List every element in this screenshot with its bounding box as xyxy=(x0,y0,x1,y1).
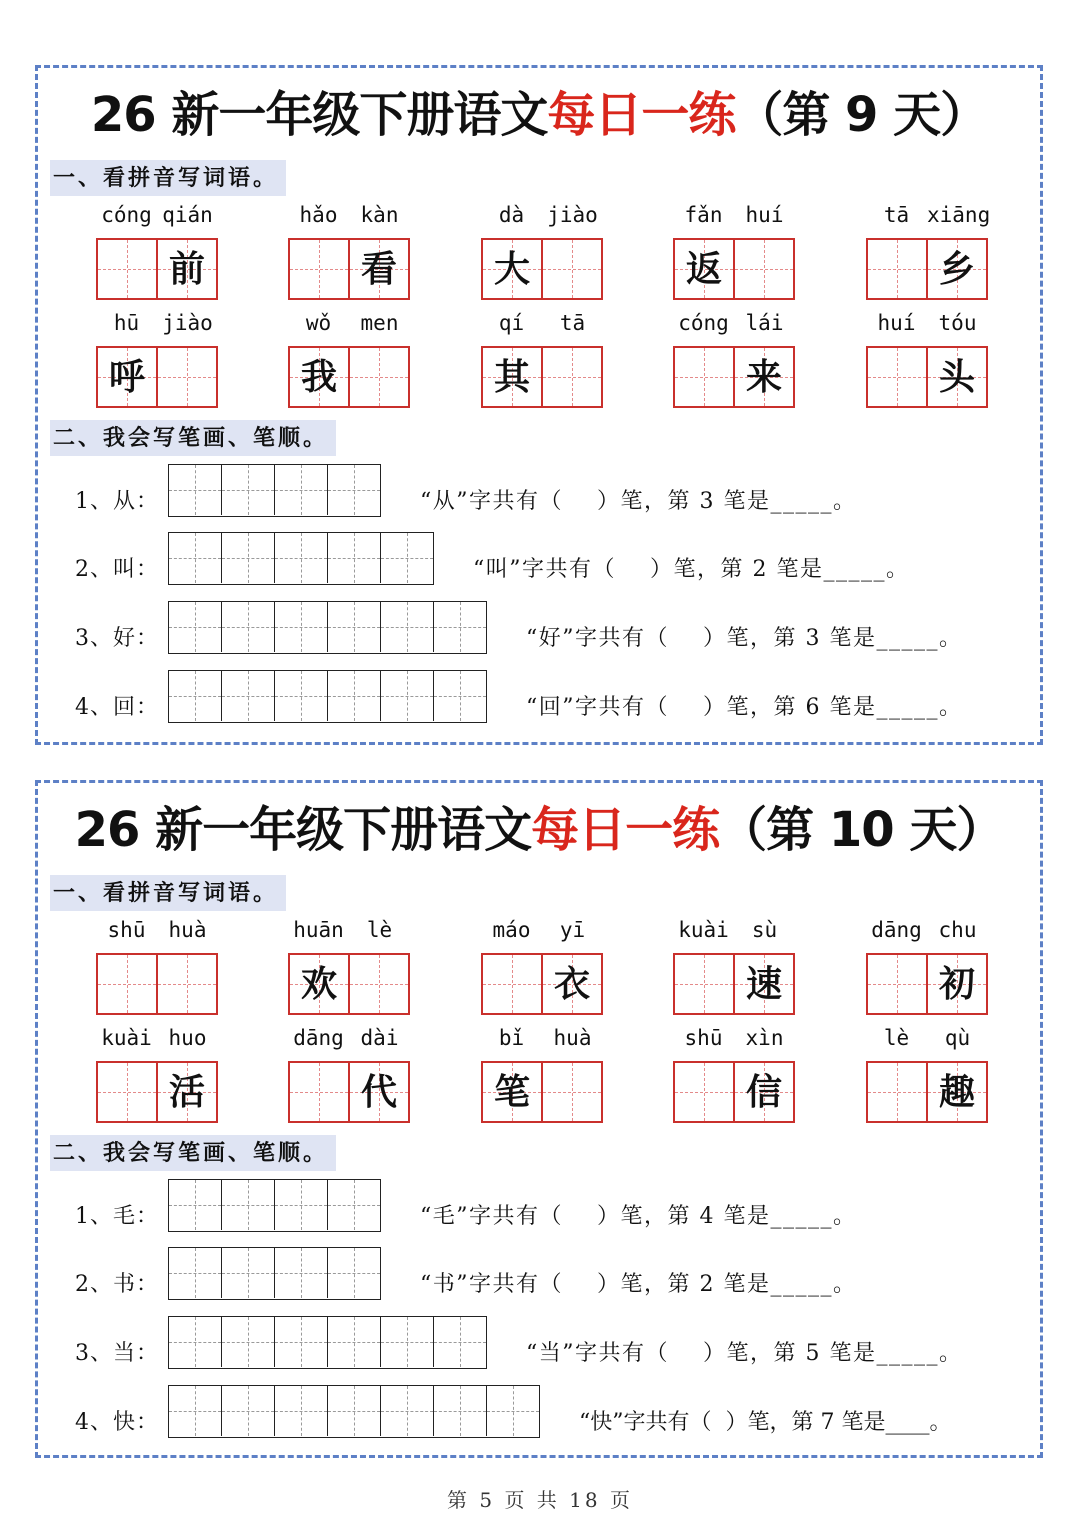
tianzige-cell xyxy=(675,1063,733,1121)
stroke-cell xyxy=(433,1386,486,1436)
answer-character xyxy=(98,955,156,1013)
stroke-cell xyxy=(380,602,433,652)
answer-character xyxy=(350,955,408,1013)
pinyin xyxy=(288,203,410,227)
stroke-cell xyxy=(327,602,380,652)
answer-character xyxy=(543,240,601,298)
tianzige-cell xyxy=(868,348,926,406)
section-heading-strokes: 二、我会写笔画、笔顺。 xyxy=(50,420,336,456)
stroke-grid xyxy=(168,1247,381,1300)
tianzige-grid xyxy=(866,953,988,1015)
answer-character: 呼 xyxy=(108,356,145,398)
stroke-cell xyxy=(169,1180,221,1230)
answer-character: 速 xyxy=(745,963,782,1005)
stroke-cell xyxy=(274,1386,327,1436)
pinyin xyxy=(673,918,795,942)
tianzige-grid xyxy=(96,346,218,408)
pinyin xyxy=(481,203,603,227)
tianzige-cell xyxy=(156,348,216,406)
tianzige-cell xyxy=(290,955,348,1013)
stroke-row xyxy=(75,1247,856,1300)
pinyin-syllable: huo xyxy=(168,1026,207,1050)
stroke-row xyxy=(75,464,856,517)
stroke-cell xyxy=(327,1248,380,1298)
pinyin-syllable: lè xyxy=(366,918,393,942)
word-item xyxy=(866,1026,988,1123)
tianzige-grid xyxy=(288,1061,410,1123)
answer-character: 来 xyxy=(745,356,782,398)
word-item xyxy=(866,203,991,300)
tianzige-cell xyxy=(868,240,926,298)
pinyin-syllable: kàn xyxy=(360,203,399,227)
title-highlight: 每日一练 xyxy=(547,87,736,143)
title-suffix: （第 9 天） xyxy=(735,87,988,143)
answer-character: 看 xyxy=(360,248,397,290)
daily-practice-day-9 xyxy=(35,65,1043,745)
word-item xyxy=(96,918,218,1015)
pinyin xyxy=(481,1026,603,1050)
answer-character: 乡 xyxy=(938,248,975,290)
stroke-question: “毛”字共有（ ）笔，第 4 笔是_____。 xyxy=(420,1204,857,1229)
stroke-row xyxy=(75,1316,962,1369)
answer-character xyxy=(675,1063,733,1121)
pinyin-syllable: bǐ xyxy=(498,1026,525,1050)
stroke-cell xyxy=(486,1386,539,1436)
tianzige-cell xyxy=(156,1063,216,1121)
tianzige-grid xyxy=(96,953,218,1015)
pinyin-syllable: huān xyxy=(293,918,344,942)
answer-character: 大 xyxy=(493,248,530,290)
answer-character xyxy=(735,240,793,298)
tianzige-cell xyxy=(926,1063,986,1121)
title-prefix: 26 新一年级下册语文 xyxy=(90,87,548,143)
pinyin xyxy=(288,311,410,335)
stroke-row-label: 1、从： xyxy=(75,489,159,514)
stroke-cell xyxy=(327,1317,380,1367)
pinyin xyxy=(866,203,991,227)
worksheet-title xyxy=(38,795,1040,865)
pinyin xyxy=(866,918,988,942)
stroke-question: “快”字共有（ ）笔，第 7 笔是____。 xyxy=(579,1410,952,1435)
pinyin-syllable: men xyxy=(360,311,399,335)
word-item xyxy=(288,203,410,300)
answer-character: 返 xyxy=(685,248,722,290)
stroke-grid xyxy=(168,1179,381,1232)
answer-character xyxy=(158,348,216,406)
answer-character xyxy=(543,1063,601,1121)
answer-character: 代 xyxy=(360,1071,397,1113)
answer-character: 其 xyxy=(493,356,530,398)
word-item xyxy=(673,1026,795,1123)
pinyin xyxy=(866,311,988,335)
tianzige-grid xyxy=(481,346,603,408)
stroke-cell xyxy=(274,1317,327,1367)
pinyin-syllable: yī xyxy=(559,918,586,942)
pinyin xyxy=(288,918,410,942)
word-item xyxy=(673,918,795,1015)
stroke-cell xyxy=(327,671,380,721)
tianzige-grid xyxy=(288,953,410,1015)
answer-character xyxy=(868,955,926,1013)
tianzige-cell xyxy=(98,240,156,298)
title-suffix: （第 10 天） xyxy=(719,802,1004,858)
section-heading-pinyin: 一、看拼音写词语。 xyxy=(50,160,286,196)
answer-character xyxy=(98,240,156,298)
answer-character: 前 xyxy=(168,248,205,290)
pinyin-syllable: huí xyxy=(745,203,784,227)
answer-character xyxy=(868,348,926,406)
tianzige-grid xyxy=(288,238,410,300)
stroke-cell xyxy=(221,465,274,515)
answer-character xyxy=(543,348,601,406)
stroke-row-label: 1、毛： xyxy=(75,1204,159,1229)
answer-character xyxy=(868,240,926,298)
pinyin xyxy=(96,918,218,942)
stroke-cell xyxy=(221,602,274,652)
word-item xyxy=(288,311,410,408)
answer-character: 我 xyxy=(300,356,337,398)
stroke-grid xyxy=(168,532,434,585)
tianzige-cell xyxy=(541,955,601,1013)
tianzige-grid xyxy=(96,238,218,300)
stroke-row-label: 2、书： xyxy=(75,1272,159,1297)
tianzige-grid xyxy=(673,346,795,408)
stroke-cell xyxy=(274,465,327,515)
pinyin-syllable: huà xyxy=(553,1026,592,1050)
worksheet-title xyxy=(38,80,1040,150)
stroke-cell xyxy=(221,533,274,583)
answer-character: 衣 xyxy=(553,963,590,1005)
pinyin-syllable: hǎo xyxy=(299,203,338,227)
tianzige-cell xyxy=(868,1063,926,1121)
pinyin-syllable: dà xyxy=(498,203,525,227)
stroke-row-label: 4、回： xyxy=(75,695,159,720)
tianzige-cell xyxy=(483,955,541,1013)
stroke-cell xyxy=(327,465,380,515)
pinyin-syllable: lái xyxy=(745,311,784,335)
tianzige-cell xyxy=(156,240,216,298)
word-item xyxy=(481,918,603,1015)
stroke-grid xyxy=(168,1385,540,1438)
tianzige-cell xyxy=(926,955,986,1013)
word-item xyxy=(866,311,988,408)
pinyin-syllable: dāng xyxy=(293,1026,344,1050)
answer-character: 信 xyxy=(745,1071,782,1113)
answer-character xyxy=(158,955,216,1013)
stroke-cell xyxy=(169,602,221,652)
pinyin-syllable: wǒ xyxy=(305,311,332,335)
pinyin-syllable: cóng xyxy=(678,311,729,335)
pinyin-syllable: tā xyxy=(883,203,910,227)
stroke-question: “书”字共有（ ）笔，第 2 笔是_____。 xyxy=(420,1272,857,1297)
stroke-cell xyxy=(169,671,221,721)
stroke-cell xyxy=(380,671,433,721)
stroke-question: “当”字共有（ ）笔，第 5 笔是_____。 xyxy=(526,1341,963,1366)
tianzige-cell xyxy=(733,955,793,1013)
pinyin-syllable: qù xyxy=(944,1026,971,1050)
answer-character xyxy=(675,955,733,1013)
tianzige-cell xyxy=(348,240,408,298)
tianzige-cell xyxy=(675,348,733,406)
stroke-cell xyxy=(380,533,433,583)
tianzige-grid xyxy=(288,346,410,408)
tianzige-cell xyxy=(733,240,793,298)
word-item xyxy=(96,1026,218,1123)
answer-character: 头 xyxy=(938,356,975,398)
pinyin-syllable: huà xyxy=(168,918,207,942)
stroke-row-label: 3、当： xyxy=(75,1341,159,1366)
pinyin xyxy=(96,203,218,227)
stroke-cell xyxy=(221,1386,274,1436)
stroke-row xyxy=(75,1385,951,1438)
stroke-row xyxy=(75,532,909,585)
stroke-cell xyxy=(327,1386,380,1436)
answer-character xyxy=(868,1063,926,1121)
stroke-cell xyxy=(169,533,221,583)
word-item xyxy=(481,1026,603,1123)
answer-character xyxy=(98,1063,156,1121)
pinyin xyxy=(673,311,795,335)
pinyin-syllable: huí xyxy=(877,311,916,335)
pinyin-syllable: chu xyxy=(938,918,977,942)
tianzige-cell xyxy=(733,348,793,406)
tianzige-cell xyxy=(868,955,926,1013)
stroke-cell xyxy=(221,1180,274,1230)
pinyin-syllable: xiāng xyxy=(927,203,991,227)
pinyin xyxy=(866,1026,988,1050)
stroke-row-label: 3、好： xyxy=(75,626,159,651)
tianzige-cell xyxy=(483,1063,541,1121)
tianzige-grid xyxy=(866,1061,988,1123)
stroke-cell xyxy=(274,533,327,583)
stroke-question: “从”字共有（ ）笔，第 3 笔是_____。 xyxy=(420,489,857,514)
tianzige-grid xyxy=(673,238,795,300)
stroke-cell xyxy=(274,1248,327,1298)
pinyin-syllable: xìn xyxy=(745,1026,784,1050)
tianzige-cell xyxy=(290,1063,348,1121)
pinyin-syllable: shū xyxy=(684,1026,723,1050)
answer-character xyxy=(483,955,541,1013)
pinyin-syllable: fǎn xyxy=(684,203,723,227)
tianzige-cell xyxy=(483,348,541,406)
answer-character: 活 xyxy=(168,1071,205,1113)
pinyin-syllable: lè xyxy=(883,1026,910,1050)
stroke-question: “回”字共有（ ）笔，第 6 笔是_____。 xyxy=(526,695,963,720)
tianzige-cell xyxy=(348,1063,408,1121)
answer-character: 笔 xyxy=(493,1071,530,1113)
tianzige-cell xyxy=(483,240,541,298)
section-heading-pinyin: 一、看拼音写词语。 xyxy=(50,875,286,911)
stroke-cell xyxy=(433,671,486,721)
pinyin xyxy=(481,918,603,942)
tianzige-cell xyxy=(98,348,156,406)
pinyin xyxy=(288,1026,410,1050)
pinyin-syllable: dāng xyxy=(871,918,922,942)
tianzige-cell xyxy=(290,240,348,298)
answer-character xyxy=(350,348,408,406)
stroke-cell xyxy=(169,1248,221,1298)
tianzige-cell xyxy=(675,955,733,1013)
stroke-cell xyxy=(274,1180,327,1230)
word-item xyxy=(673,311,795,408)
stroke-row-label: 2、叫： xyxy=(75,557,159,582)
pinyin-syllable: kuài xyxy=(101,1026,152,1050)
answer-character xyxy=(675,348,733,406)
pinyin-syllable: tóu xyxy=(938,311,977,335)
stroke-row xyxy=(75,1179,856,1232)
pinyin-syllable: máo xyxy=(492,918,531,942)
tianzige-cell xyxy=(926,240,986,298)
section-heading-strokes: 二、我会写笔画、笔顺。 xyxy=(50,1135,336,1171)
stroke-row xyxy=(75,670,962,723)
page-number: 第 5 页 共 18 页 xyxy=(447,1488,633,1512)
tianzige-grid xyxy=(673,1061,795,1123)
tianzige-cell xyxy=(733,1063,793,1121)
pinyin-syllable: shū xyxy=(107,918,146,942)
word-item xyxy=(288,1026,410,1123)
stroke-cell xyxy=(274,671,327,721)
answer-character: 初 xyxy=(938,963,975,1005)
pinyin xyxy=(96,311,218,335)
tianzige-grid xyxy=(481,238,603,300)
tianzige-cell xyxy=(348,348,408,406)
answer-character: 欢 xyxy=(300,963,337,1005)
tianzige-cell xyxy=(98,955,156,1013)
pinyin-syllable: kuài xyxy=(678,918,729,942)
stroke-grid xyxy=(168,670,487,723)
answer-character: 趣 xyxy=(938,1071,975,1113)
pinyin-syllable: qí xyxy=(498,311,525,335)
pinyin-syllable: jiào xyxy=(547,203,598,227)
stroke-cell xyxy=(433,1317,486,1367)
word-item xyxy=(673,203,795,300)
tianzige-cell xyxy=(541,348,601,406)
pinyin-syllable: jiào xyxy=(162,311,213,335)
tianzige-cell xyxy=(348,955,408,1013)
pinyin-syllable: tā xyxy=(559,311,586,335)
stroke-grid xyxy=(168,601,487,654)
pinyin xyxy=(481,311,603,335)
tianzige-cell xyxy=(675,240,733,298)
pinyin xyxy=(673,203,795,227)
word-item xyxy=(288,918,410,1015)
pinyin xyxy=(96,1026,218,1050)
stroke-cell xyxy=(274,602,327,652)
word-item xyxy=(96,311,218,408)
stroke-cell xyxy=(327,1180,380,1230)
pinyin-syllable: sù xyxy=(751,918,778,942)
answer-character xyxy=(290,240,348,298)
stroke-cell xyxy=(221,1317,274,1367)
pinyin xyxy=(673,1026,795,1050)
tianzige-cell xyxy=(541,1063,601,1121)
stroke-cell xyxy=(380,1386,433,1436)
stroke-cell xyxy=(221,671,274,721)
stroke-cell xyxy=(169,465,221,515)
tianzige-grid xyxy=(96,1061,218,1123)
tianzige-cell xyxy=(541,240,601,298)
stroke-cell xyxy=(169,1317,221,1367)
tianzige-cell xyxy=(926,348,986,406)
tianzige-cell xyxy=(290,348,348,406)
tianzige-grid xyxy=(866,238,988,300)
title-prefix: 26 新一年级下册语文 xyxy=(74,802,532,858)
tianzige-grid xyxy=(481,953,603,1015)
stroke-cell xyxy=(327,533,380,583)
tianzige-grid xyxy=(481,1061,603,1123)
title-highlight: 每日一练 xyxy=(531,802,720,858)
tianzige-grid xyxy=(866,346,988,408)
stroke-cell xyxy=(169,1386,221,1436)
pinyin-syllable: cóng xyxy=(101,203,152,227)
stroke-cell xyxy=(221,1248,274,1298)
stroke-question: “叫”字共有（ ）笔，第 2 笔是_____。 xyxy=(473,557,910,582)
tianzige-cell xyxy=(156,955,216,1013)
word-item xyxy=(481,311,603,408)
pinyin-syllable: qián xyxy=(162,203,213,227)
word-item xyxy=(481,203,603,300)
stroke-row xyxy=(75,601,962,654)
word-item xyxy=(866,918,988,1015)
pinyin-syllable: dài xyxy=(360,1026,399,1050)
tianzige-grid xyxy=(673,953,795,1015)
word-item xyxy=(96,203,218,300)
stroke-grid xyxy=(168,464,381,517)
pinyin-syllable: hū xyxy=(113,311,140,335)
answer-character xyxy=(290,1063,348,1121)
stroke-question: “好”字共有（ ）笔，第 3 笔是_____。 xyxy=(526,626,963,651)
daily-practice-day-10 xyxy=(35,780,1043,1458)
stroke-row-label: 4、快： xyxy=(75,1410,159,1435)
stroke-grid xyxy=(168,1316,487,1369)
stroke-cell xyxy=(433,602,486,652)
stroke-cell xyxy=(380,1317,433,1367)
tianzige-cell xyxy=(98,1063,156,1121)
